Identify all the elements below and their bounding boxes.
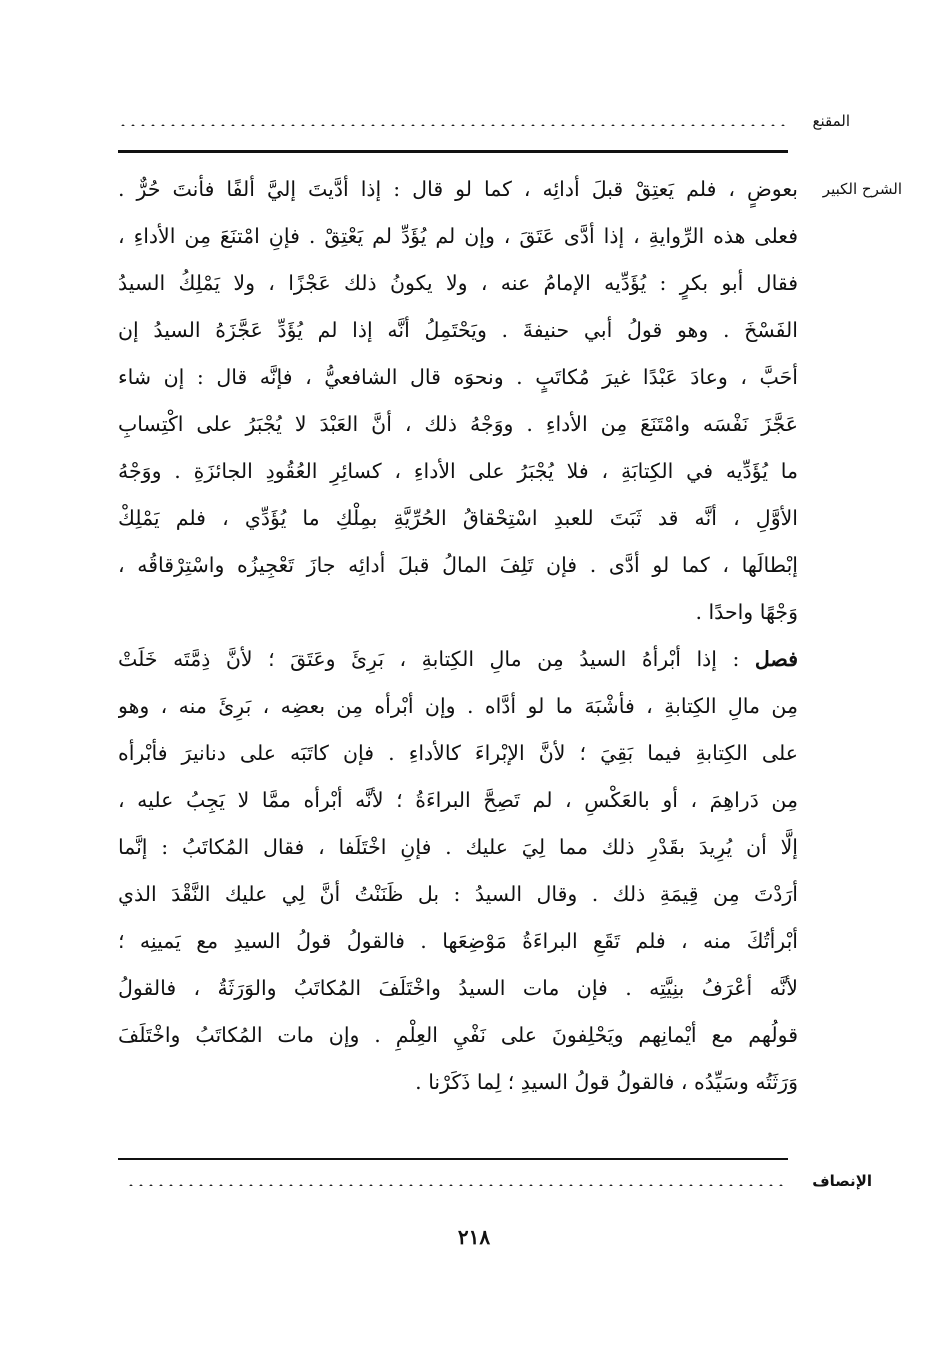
footer-label-insaf: الإنصاف (812, 1172, 872, 1190)
margin-label-commentary: الشرح الكبير (822, 180, 902, 198)
page-number: ٢١٨ (457, 1225, 491, 1249)
text-line: ما يُؤَدِّيه في الكِتابَةِ ، فلا يُجْبَرُ على الأداءِ ، كسائِرِ العُقُودِ الجائزَةِ . ووَجْهُ (118, 459, 798, 483)
header-label-muqni: المقنع (812, 112, 850, 130)
footer-dotted-leader (126, 1184, 788, 1186)
text-line: مِن دَراهِمَ ، أو بالعَكْسِ ، لم تَصِحَّ البراءَةُ ؛ لأنَّه أبْرأه ممَّا لا يَجِبُ عليه ، (118, 788, 798, 812)
text-line-content: : إذا أبْرأهُ السيدُ مِن مالِ الكِتابةِ ، بَرِئَ وعَتَقَ ؛ لأنَّ ذِمَّتَه خَلَتْ (118, 647, 755, 671)
text-line (118, 636, 798, 683)
paragraph-2 (118, 636, 798, 1106)
header-dotted-leader (118, 124, 788, 126)
commentary-body (118, 166, 798, 1106)
text-line: أحَبَّ ، وعادَ عَبْدًا غيرَ مُكاتَبٍ . ونحوَه قال الشافعيُّ ، فإنَّه قال : إن شاء (118, 365, 798, 389)
text-line: الأوَّلِ ، أنَّه قد ثَبَتَ للعبدِ اسْتِحْقاقُ الحُرِّيَّةِ بمِلْكِ ما يُؤَدِّي ، فلم يَمْلِكْ (118, 506, 798, 530)
text-line: إلَّا أن يُرِيدَ بقَدْرِ ذلك مما لِيَ عليك . فإنِ اخْتَلَفا ، فقال المُكاتَبُ : إنَّما (118, 835, 798, 859)
text-line: الفَسْخَ . وهو قولُ أبي حنيفةَ . ويَحْتَمِلُ أنَّه إذا لم يُؤَدِّ عَجَّزَهُ السيدُ إن (118, 318, 798, 342)
text-line: مِن مالِ الكِتابةِ ، فأشْبَهَ ما لو أدَّاه . وإن أبْرأه مِن بعضِه ، بَرِئَ منه ، وهو (118, 694, 798, 718)
text-line: أرَدْتَ مِن قِيمَةِ ذلك . وقال السيدُ : بل ظَنَنْتُ أنَّ لِي عليك النَّقْدَ الذي (118, 882, 798, 906)
text-line: فقال أبو بكرٍ : يُؤَدِّيه الإمامُ عنه ، ولا يكونُ ذلك عَجْزًا ، ولا يَمْلِكُ السيدُ (118, 271, 798, 295)
footer-rule (118, 1158, 788, 1160)
text-line: لأنَّه أعْرَفُ بنِيَّتِه . فإن مات السيدُ واخْتَلَفَ المُكاتَبُ والوَرَثَةُ ، فالقولُ (118, 976, 798, 1000)
text-line: وَرَثَتُه وسَيِّدُه ، فالقولُ قولُ السيدِ ؛ لِما ذَكَرْنا . (415, 1070, 798, 1094)
text-line: فعلى هذه الرِّوايةِ ، إذا أدَّى عَتَقَ ، وإن لم يُؤَدِّ لم يَعْتِقْ . فإنِ امْتنَعَ مِن الأداءِ ، (118, 224, 798, 248)
text-line: قولُهم مع أيْمانِهم ويَحْلِفونَ على نَفْيِ العِلْمِ . وإن مات المُكاتَبُ واخْتَلَفَ (118, 1023, 798, 1047)
text-line: إبْطالَها ، كما لو أدَّى . فإن تَلِفَ المالُ قبلَ أدائِه جازَ تَعْجِيزُه واسْتِرْقاقُه ، (118, 553, 798, 577)
text-line: عَجَّزَ نَفْسَه وامْتَنَعَ مِن الأداءِ . ووَجْهُ ذلك ، أنَّ العَبْدَ لا يُجْبَرُ على اكْتِسابِ (118, 412, 798, 436)
text-line: وَجْهًا واحدًا . (695, 600, 798, 624)
section-heading-fasl: فصل (754, 647, 798, 671)
text-line: بعوضٍ ، فلم يَعتِقْ قبلَ أدائِه ، كما لو قال : إذا أدَّيتَ إليَّ ألفًا فأنتَ حُرٌّ . (118, 177, 798, 201)
text-line: أبْرأتُكَ منه ، فلم تَقَعِ البراءَةُ مَوْضِعَها . فالقولُ قولُ السيدِ مع يَمينِه ؛ (118, 929, 798, 953)
header-rule (118, 150, 788, 153)
text-line: على الكِتابةِ فيما بَقِيَ ؛ لأنَّ الإبْراءَ كالأداءِ . فإن كاتَبَه على دنانيرَ فأبْرأه (118, 741, 798, 765)
paragraph-1 (118, 166, 798, 636)
